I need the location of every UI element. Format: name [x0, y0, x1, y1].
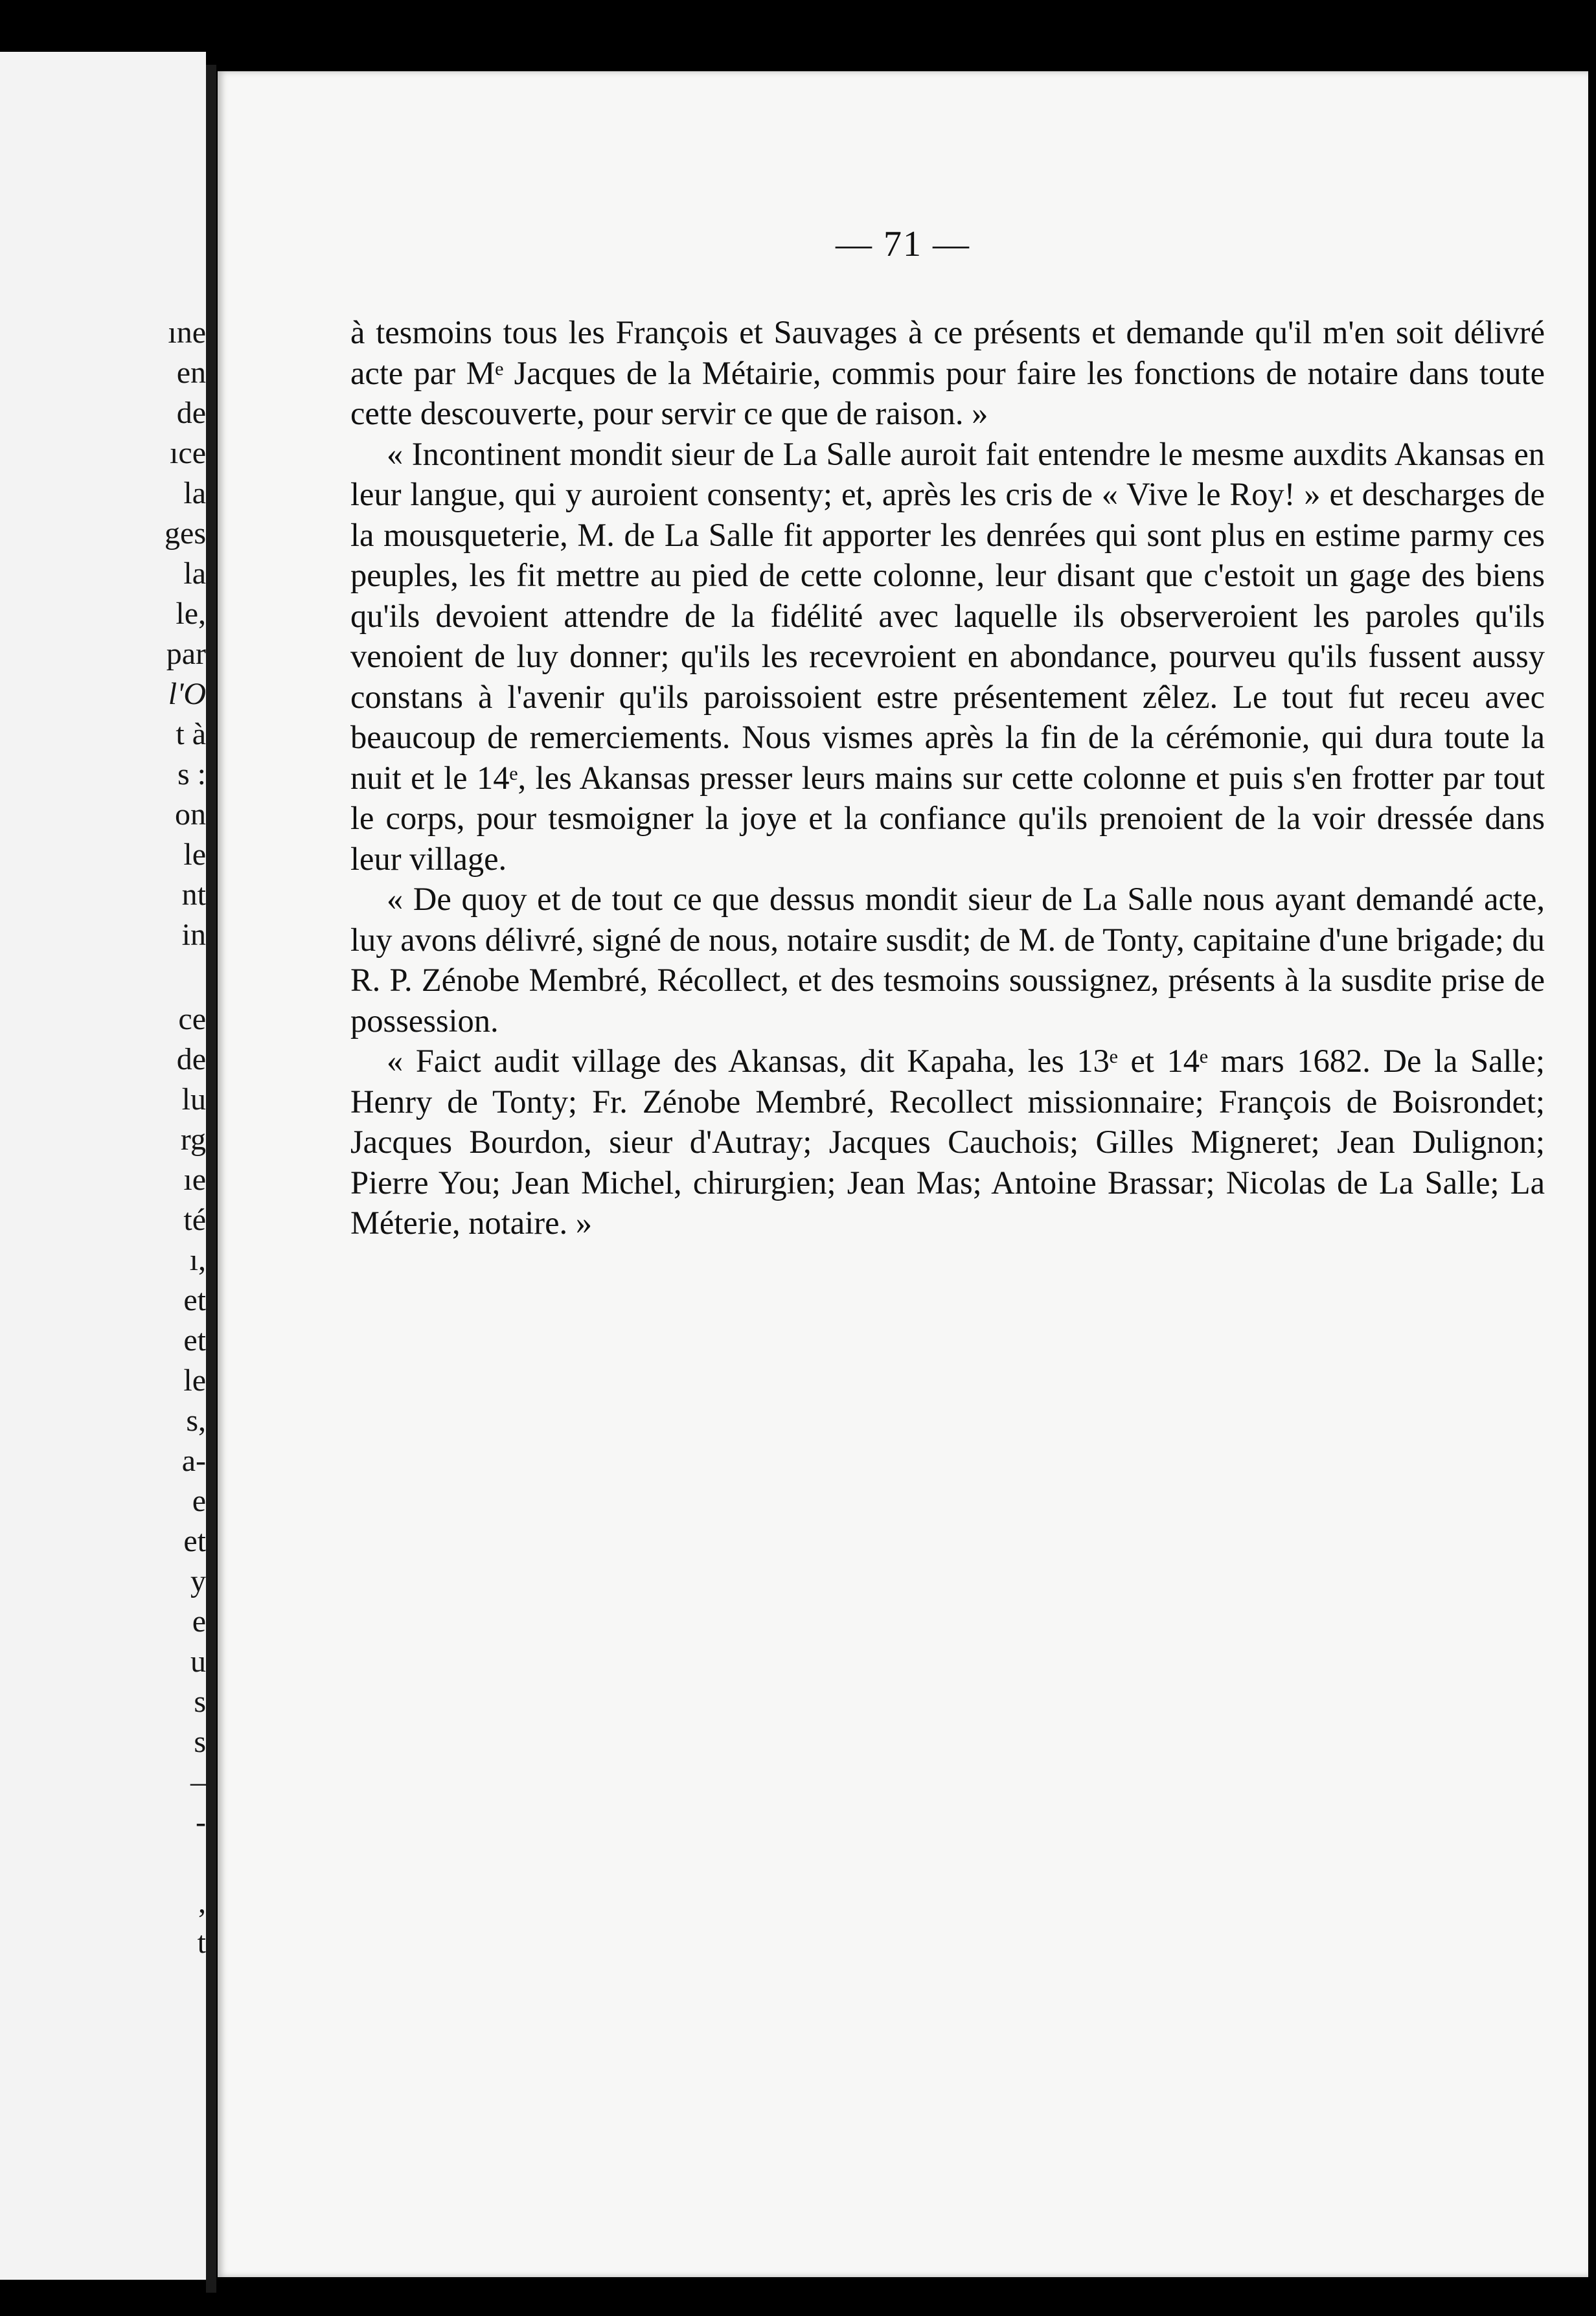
- body-text: [350, 312, 1545, 1243]
- left-page-fragment: ı,: [189, 1243, 206, 1277]
- paragraph: « Faict audit village des Akansas, dit Kapaha, les 13ᵉ et 14ᵉ mars 1682. De la Salle; Henry de Tonty; Fr. Zénobe Membré, Recollect missionnaire; François de Boisrondet; Jacques Bourdon, sieur d'Autray; Jacques Cauchois; Gilles Migneret; Jean Dulignon; Pierre You; Jean Michel, chirurgien; Jean Mas; Antoine Brassar; Nicolas de La Salle; La Méterie, notaire. »: [350, 1043, 1545, 1241]
- left-page-fragment: s,: [186, 1403, 206, 1438]
- left-page-fragment: ges: [165, 516, 206, 551]
- left-page-fragment: le,: [176, 596, 206, 631]
- left-page-fragment: de: [176, 396, 206, 430]
- left-page-fragment: -: [196, 1805, 206, 1839]
- left-page-fragment: e: [192, 1604, 206, 1639]
- left-page-fragment: lu: [181, 1082, 206, 1117]
- page-number: — 71 —: [836, 224, 970, 264]
- left-page-fragment: a-: [181, 1444, 206, 1478]
- paragraph: « De quoy et de tout ce que dessus mondit sieur de La Salle nous ayant demandé acte, luy avons délivré, signé de nous, notaire susdit; de M. de Tonty, capitaine d'une brigade; du R. P. Zénobe Membré, Récollect, et des tesmoins soussignez, présents à la susdite prise de possession.: [350, 881, 1545, 1039]
- paragraph: « Incontinent mondit sieur de La Salle auroit fait entendre le mesme auxdits Akansas en leur langue, qui y auroient consenty; et, après les cris de « Vive le Roy! » et descharges de la mousqueterie, M. de La Salle fit apporter les denrées qui sont plus en estime parmy ces peuples, les fit mettre au pied de cette colonne, leur disant que c'estoit un gage des biens qu'ils devoient attendre de la fidélité avec laquelle ils observeroient les paroles qu'ils venoient de luy donner; qu'ils les recevroient en abondance, pourveu qu'ils fussent aussy constans à l'avenir qu'ils paroissoient estre présentement zêlez. Le tout fut receu avec beaucoup de remerciements. Nous vismes après la fin de la cérémonie, qui dura toute la nuit et le 14ᵉ, les Akansas presser leurs mains sur cette colonne et puis s'en frotter par tout le corps, pour tesmoigner la joye et la confiance qu'ils prenoient de la voir dressée dans leur village.: [350, 435, 1545, 877]
- left-page-fragment: ıce: [170, 436, 206, 470]
- left-page-fragment: l'O: [168, 677, 206, 711]
- left-page-edge: [0, 52, 206, 2280]
- left-page-fragment: y: [190, 1564, 206, 1598]
- left-page-fragment: t: [197, 1925, 206, 1960]
- left-page-fragment: la: [183, 476, 206, 510]
- left-page-fragment: ıne: [168, 315, 206, 350]
- left-page-fragment: la: [183, 556, 206, 591]
- left-page-fragment: ıe: [183, 1163, 206, 1197]
- left-page-fragment: ,: [198, 1885, 206, 1920]
- left-page-fragment: et: [183, 1323, 206, 1357]
- left-page-fragment: s: [194, 1725, 206, 1759]
- left-page-fragment: rg: [180, 1122, 206, 1157]
- left-page-fragment: on: [175, 797, 206, 832]
- left-page-fragment: s :: [177, 757, 206, 791]
- left-page-fragment: de: [176, 1042, 206, 1076]
- left-page-fragment: nt: [181, 878, 206, 912]
- book-gutter: [206, 65, 216, 2293]
- left-page-fragment: le: [183, 1363, 206, 1398]
- left-page-fragment: té: [183, 1203, 206, 1237]
- left-page-fragment: et: [183, 1524, 206, 1558]
- left-page-fragment: et: [183, 1283, 206, 1317]
- left-page-fragment: le: [183, 837, 206, 872]
- left-page-fragment: e: [192, 1484, 206, 1518]
- left-page-fragment: t à: [176, 717, 206, 751]
- left-page-fragment: s: [194, 1685, 206, 1719]
- paragraph: à tesmoins tous les François et Sauvages à ce présents et demande qu'il m'en soit délivré acte par Mᵉ Jacques de la Métairie, commis pour faire les fonctions de notaire dans toute cette descouverte, pour servir ce que de raison. »: [350, 314, 1545, 431]
- left-page-fragment: in: [181, 918, 206, 952]
- left-page-fragment: –: [190, 1765, 206, 1799]
- left-page-fragment: en: [176, 356, 206, 390]
- left-page-fragment: u: [190, 1644, 206, 1679]
- left-page-fragment: par: [166, 637, 206, 671]
- right-page: [218, 71, 1588, 2277]
- left-page-fragment: ce: [178, 1002, 206, 1036]
